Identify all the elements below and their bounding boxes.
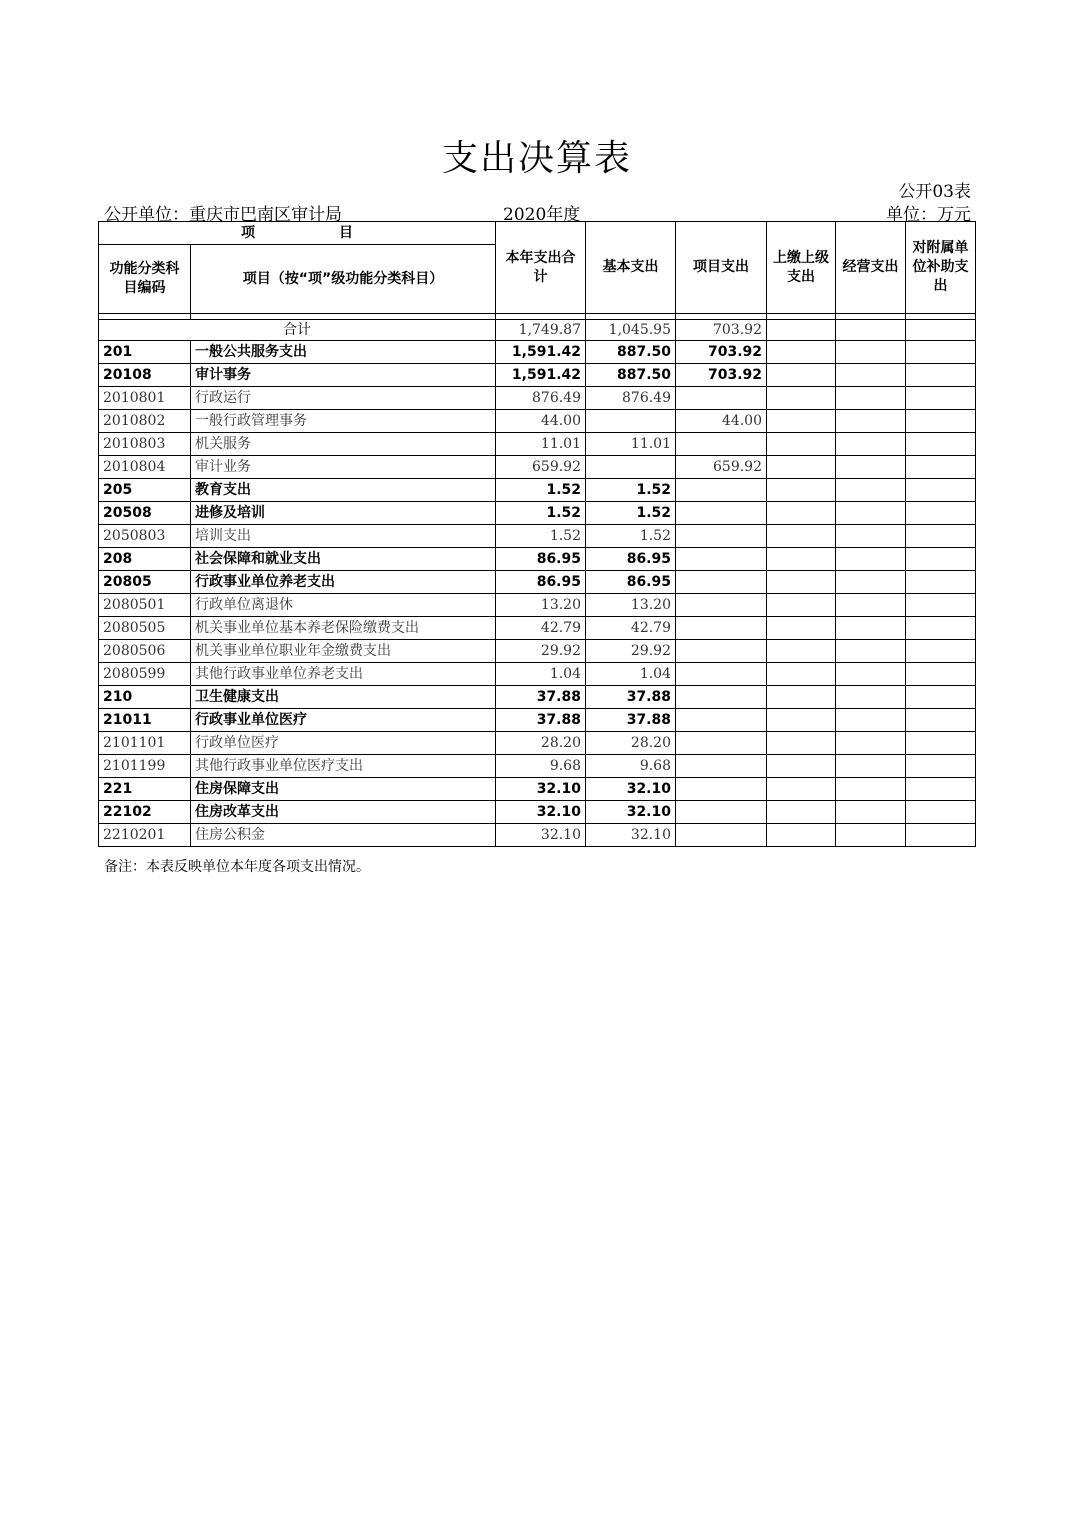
name-cell: 住房保障支出 bbox=[191, 778, 496, 801]
basic-cell: 32.10 bbox=[586, 824, 676, 847]
header-project: 项目支出 bbox=[676, 222, 767, 314]
project-cell bbox=[676, 801, 767, 824]
project-cell bbox=[676, 548, 767, 571]
fiscal-year: 2020年度 bbox=[503, 205, 581, 225]
basic-cell bbox=[586, 410, 676, 433]
code-cell: 2010802 bbox=[99, 410, 191, 433]
basic-cell: 1.52 bbox=[586, 479, 676, 502]
upper-cell bbox=[767, 479, 836, 502]
table-row bbox=[99, 502, 976, 525]
project-cell bbox=[676, 433, 767, 456]
code-cell: 21011 bbox=[99, 709, 191, 732]
total-cell: 32.10 bbox=[496, 778, 586, 801]
upper-cell bbox=[767, 640, 836, 663]
project-cell bbox=[676, 525, 767, 548]
basic-cell: 887.50 bbox=[586, 364, 676, 387]
total-cell: 42.79 bbox=[496, 617, 586, 640]
upper-cell bbox=[767, 732, 836, 755]
total-basic: 1,045.95 bbox=[586, 320, 676, 341]
business-cell bbox=[836, 364, 906, 387]
table-row bbox=[99, 433, 976, 456]
subsidy-cell bbox=[906, 456, 976, 479]
name-cell: 社会保障和就业支出 bbox=[191, 548, 496, 571]
subsidy-cell bbox=[906, 502, 976, 525]
table-row bbox=[99, 341, 976, 364]
basic-cell: 42.79 bbox=[586, 617, 676, 640]
code-cell: 20108 bbox=[99, 364, 191, 387]
upper-cell bbox=[767, 663, 836, 686]
total-cell: 1.52 bbox=[496, 525, 586, 548]
name-cell: 机关服务 bbox=[191, 433, 496, 456]
table-row bbox=[99, 640, 976, 663]
header-business: 经营支出 bbox=[836, 222, 906, 314]
code-cell: 2080501 bbox=[99, 594, 191, 617]
total-cell: 44.00 bbox=[496, 410, 586, 433]
basic-cell: 32.10 bbox=[586, 778, 676, 801]
subsidy-cell bbox=[906, 479, 976, 502]
project-cell bbox=[676, 479, 767, 502]
upper-cell bbox=[767, 341, 836, 364]
table-row bbox=[99, 663, 976, 686]
table-row bbox=[99, 479, 976, 502]
name-cell: 审计业务 bbox=[191, 456, 496, 479]
reporting-unit: 公开单位：重庆市巴南区审计局 bbox=[104, 205, 342, 225]
page-title: 支出决算表 bbox=[441, 138, 632, 179]
total-cell: 86.95 bbox=[496, 548, 586, 571]
name-cell: 住房公积金 bbox=[191, 824, 496, 847]
subsidy-cell bbox=[906, 663, 976, 686]
table-row bbox=[99, 801, 976, 824]
basic-cell: 1.04 bbox=[586, 663, 676, 686]
code-cell: 20508 bbox=[99, 502, 191, 525]
business-cell bbox=[836, 824, 906, 847]
code-cell: 208 bbox=[99, 548, 191, 571]
code-cell: 2050803 bbox=[99, 525, 191, 548]
business-cell bbox=[836, 548, 906, 571]
name-cell: 行政运行 bbox=[191, 387, 496, 410]
upper-cell bbox=[767, 778, 836, 801]
header-name: 项目（按“项”级功能分类科目） bbox=[191, 245, 496, 314]
subsidy-cell bbox=[906, 709, 976, 732]
subsidy-cell bbox=[906, 387, 976, 410]
upper-cell bbox=[767, 410, 836, 433]
name-cell: 卫生健康支出 bbox=[191, 686, 496, 709]
total-cell: 1,591.42 bbox=[496, 364, 586, 387]
table-row bbox=[99, 548, 976, 571]
upper-cell bbox=[767, 709, 836, 732]
upper-cell bbox=[767, 617, 836, 640]
total-cell: 32.10 bbox=[496, 801, 586, 824]
name-cell: 其他行政事业单位医疗支出 bbox=[191, 755, 496, 778]
project-cell bbox=[676, 502, 767, 525]
subsidy-cell bbox=[906, 525, 976, 548]
total-cell: 37.88 bbox=[496, 686, 586, 709]
upper-cell bbox=[767, 525, 836, 548]
subsidy-cell bbox=[906, 410, 976, 433]
name-cell: 行政单位医疗 bbox=[191, 732, 496, 755]
total-cell: 37.88 bbox=[496, 709, 586, 732]
code-cell: 2010801 bbox=[99, 387, 191, 410]
code-cell: 205 bbox=[99, 479, 191, 502]
basic-cell bbox=[586, 456, 676, 479]
basic-cell: 37.88 bbox=[586, 709, 676, 732]
code-cell: 2210201 bbox=[99, 824, 191, 847]
business-cell bbox=[836, 571, 906, 594]
subsidy-cell bbox=[906, 801, 976, 824]
table-row bbox=[99, 732, 976, 755]
basic-cell: 13.20 bbox=[586, 594, 676, 617]
subsidy-cell bbox=[906, 433, 976, 456]
subsidy-cell bbox=[906, 341, 976, 364]
business-cell bbox=[836, 525, 906, 548]
code-cell: 201 bbox=[99, 341, 191, 364]
form-code: 公开03表 bbox=[898, 182, 971, 202]
total-project: 703.92 bbox=[676, 320, 767, 341]
upper-cell bbox=[767, 801, 836, 824]
business-cell bbox=[836, 778, 906, 801]
name-cell: 审计事务 bbox=[191, 364, 496, 387]
project-cell: 703.92 bbox=[676, 341, 767, 364]
subsidy-cell bbox=[906, 686, 976, 709]
project-cell bbox=[676, 732, 767, 755]
subsidy-cell bbox=[906, 364, 976, 387]
name-cell: 行政单位离退休 bbox=[191, 594, 496, 617]
project-cell: 659.92 bbox=[676, 456, 767, 479]
upper-cell bbox=[767, 824, 836, 847]
table-row bbox=[99, 456, 976, 479]
project-cell bbox=[676, 778, 767, 801]
upper-cell bbox=[767, 571, 836, 594]
business-cell bbox=[836, 640, 906, 663]
business-cell bbox=[836, 686, 906, 709]
subsidy-cell bbox=[906, 548, 976, 571]
project-cell bbox=[676, 387, 767, 410]
project-cell bbox=[676, 663, 767, 686]
basic-cell: 9.68 bbox=[586, 755, 676, 778]
project-cell bbox=[676, 686, 767, 709]
table-row bbox=[99, 824, 976, 847]
table-row bbox=[99, 778, 976, 801]
basic-cell: 11.01 bbox=[586, 433, 676, 456]
header-basic: 基本支出 bbox=[586, 222, 676, 314]
total-row bbox=[99, 320, 976, 341]
name-cell: 教育支出 bbox=[191, 479, 496, 502]
header-total: 本年支出合计 bbox=[496, 222, 586, 314]
basic-cell: 29.92 bbox=[586, 640, 676, 663]
total-cell: 28.20 bbox=[496, 732, 586, 755]
code-cell: 20805 bbox=[99, 571, 191, 594]
project-cell bbox=[676, 824, 767, 847]
name-cell: 其他行政事业单位养老支出 bbox=[191, 663, 496, 686]
business-cell bbox=[836, 433, 906, 456]
code-cell: 2080599 bbox=[99, 663, 191, 686]
basic-cell: 86.95 bbox=[586, 548, 676, 571]
subsidy-cell bbox=[906, 640, 976, 663]
name-cell: 培训支出 bbox=[191, 525, 496, 548]
basic-cell: 28.20 bbox=[586, 732, 676, 755]
table-row bbox=[99, 755, 976, 778]
total-business bbox=[836, 320, 906, 341]
upper-cell bbox=[767, 456, 836, 479]
subsidy-cell bbox=[906, 778, 976, 801]
name-cell: 一般公共服务支出 bbox=[191, 341, 496, 364]
total-cell: 29.92 bbox=[496, 640, 586, 663]
business-cell bbox=[836, 502, 906, 525]
table-row bbox=[99, 686, 976, 709]
subsidy-cell bbox=[906, 824, 976, 847]
table-row bbox=[99, 594, 976, 617]
subsidy-cell bbox=[906, 755, 976, 778]
business-cell bbox=[836, 456, 906, 479]
header-upper: 上缴上级支出 bbox=[767, 222, 836, 314]
project-cell: 44.00 bbox=[676, 410, 767, 433]
total-label: 合计 bbox=[99, 320, 496, 341]
upper-cell bbox=[767, 548, 836, 571]
project-cell bbox=[676, 709, 767, 732]
code-cell: 210 bbox=[99, 686, 191, 709]
business-cell bbox=[836, 410, 906, 433]
business-cell bbox=[836, 341, 906, 364]
table-row bbox=[99, 364, 976, 387]
business-cell bbox=[836, 617, 906, 640]
total-cell: 1.04 bbox=[496, 663, 586, 686]
code-cell: 2080505 bbox=[99, 617, 191, 640]
footnote: 备注：本表反映单位本年度各项支出情况。 bbox=[104, 859, 370, 875]
upper-cell bbox=[767, 387, 836, 410]
business-cell bbox=[836, 732, 906, 755]
code-cell: 2010803 bbox=[99, 433, 191, 456]
code-cell: 221 bbox=[99, 778, 191, 801]
project-cell: 703.92 bbox=[676, 364, 767, 387]
total-subsidy bbox=[906, 320, 976, 341]
total-cell: 1,591.42 bbox=[496, 341, 586, 364]
business-cell bbox=[836, 709, 906, 732]
money-unit: 单位：万元 bbox=[886, 205, 971, 225]
table-row bbox=[99, 410, 976, 433]
header-code: 功能分类科目编码 bbox=[99, 245, 191, 314]
code-cell: 2010804 bbox=[99, 456, 191, 479]
total-upper bbox=[767, 320, 836, 341]
business-cell bbox=[836, 801, 906, 824]
name-cell: 机关事业单位职业年金缴费支出 bbox=[191, 640, 496, 663]
name-cell: 行政事业单位养老支出 bbox=[191, 571, 496, 594]
project-cell bbox=[676, 640, 767, 663]
upper-cell bbox=[767, 755, 836, 778]
header-subsidy: 对附属单位补助支出 bbox=[906, 222, 976, 314]
upper-cell bbox=[767, 364, 836, 387]
name-cell: 住房改革支出 bbox=[191, 801, 496, 824]
total-cell: 11.01 bbox=[496, 433, 586, 456]
upper-cell bbox=[767, 502, 836, 525]
basic-cell: 86.95 bbox=[586, 571, 676, 594]
code-cell: 22102 bbox=[99, 801, 191, 824]
total-cell: 659.92 bbox=[496, 456, 586, 479]
total-cell: 876.49 bbox=[496, 387, 586, 410]
business-cell bbox=[836, 387, 906, 410]
total-cell: 9.68 bbox=[496, 755, 586, 778]
code-cell: 2080506 bbox=[99, 640, 191, 663]
subsidy-cell bbox=[906, 617, 976, 640]
project-cell bbox=[676, 571, 767, 594]
business-cell bbox=[836, 479, 906, 502]
basic-cell: 1.52 bbox=[586, 502, 676, 525]
name-cell: 行政事业单位医疗 bbox=[191, 709, 496, 732]
table-row bbox=[99, 709, 976, 732]
table-row bbox=[99, 387, 976, 410]
basic-cell: 876.49 bbox=[586, 387, 676, 410]
total-cell: 13.20 bbox=[496, 594, 586, 617]
table-row bbox=[99, 571, 976, 594]
upper-cell bbox=[767, 686, 836, 709]
business-cell bbox=[836, 755, 906, 778]
header-item-group: 项 目 bbox=[99, 222, 496, 245]
total-cell: 1.52 bbox=[496, 479, 586, 502]
subsidy-cell bbox=[906, 732, 976, 755]
table-row bbox=[99, 617, 976, 640]
code-cell: 2101199 bbox=[99, 755, 191, 778]
subsidy-cell bbox=[906, 571, 976, 594]
name-cell: 一般行政管理事务 bbox=[191, 410, 496, 433]
total-amount: 1,749.87 bbox=[496, 320, 586, 341]
business-cell bbox=[836, 663, 906, 686]
name-cell: 进修及培训 bbox=[191, 502, 496, 525]
basic-cell: 1.52 bbox=[586, 525, 676, 548]
upper-cell bbox=[767, 433, 836, 456]
code-cell: 2101101 bbox=[99, 732, 191, 755]
project-cell bbox=[676, 755, 767, 778]
project-cell bbox=[676, 594, 767, 617]
project-cell bbox=[676, 617, 767, 640]
table-row bbox=[99, 525, 976, 548]
name-cell: 机关事业单位基本养老保险缴费支出 bbox=[191, 617, 496, 640]
total-cell: 32.10 bbox=[496, 824, 586, 847]
basic-cell: 887.50 bbox=[586, 341, 676, 364]
total-cell: 86.95 bbox=[496, 571, 586, 594]
total-cell: 1.52 bbox=[496, 502, 586, 525]
business-cell bbox=[836, 594, 906, 617]
expenditure-table bbox=[98, 221, 976, 847]
basic-cell: 32.10 bbox=[586, 801, 676, 824]
basic-cell: 37.88 bbox=[586, 686, 676, 709]
upper-cell bbox=[767, 594, 836, 617]
subsidy-cell bbox=[906, 594, 976, 617]
